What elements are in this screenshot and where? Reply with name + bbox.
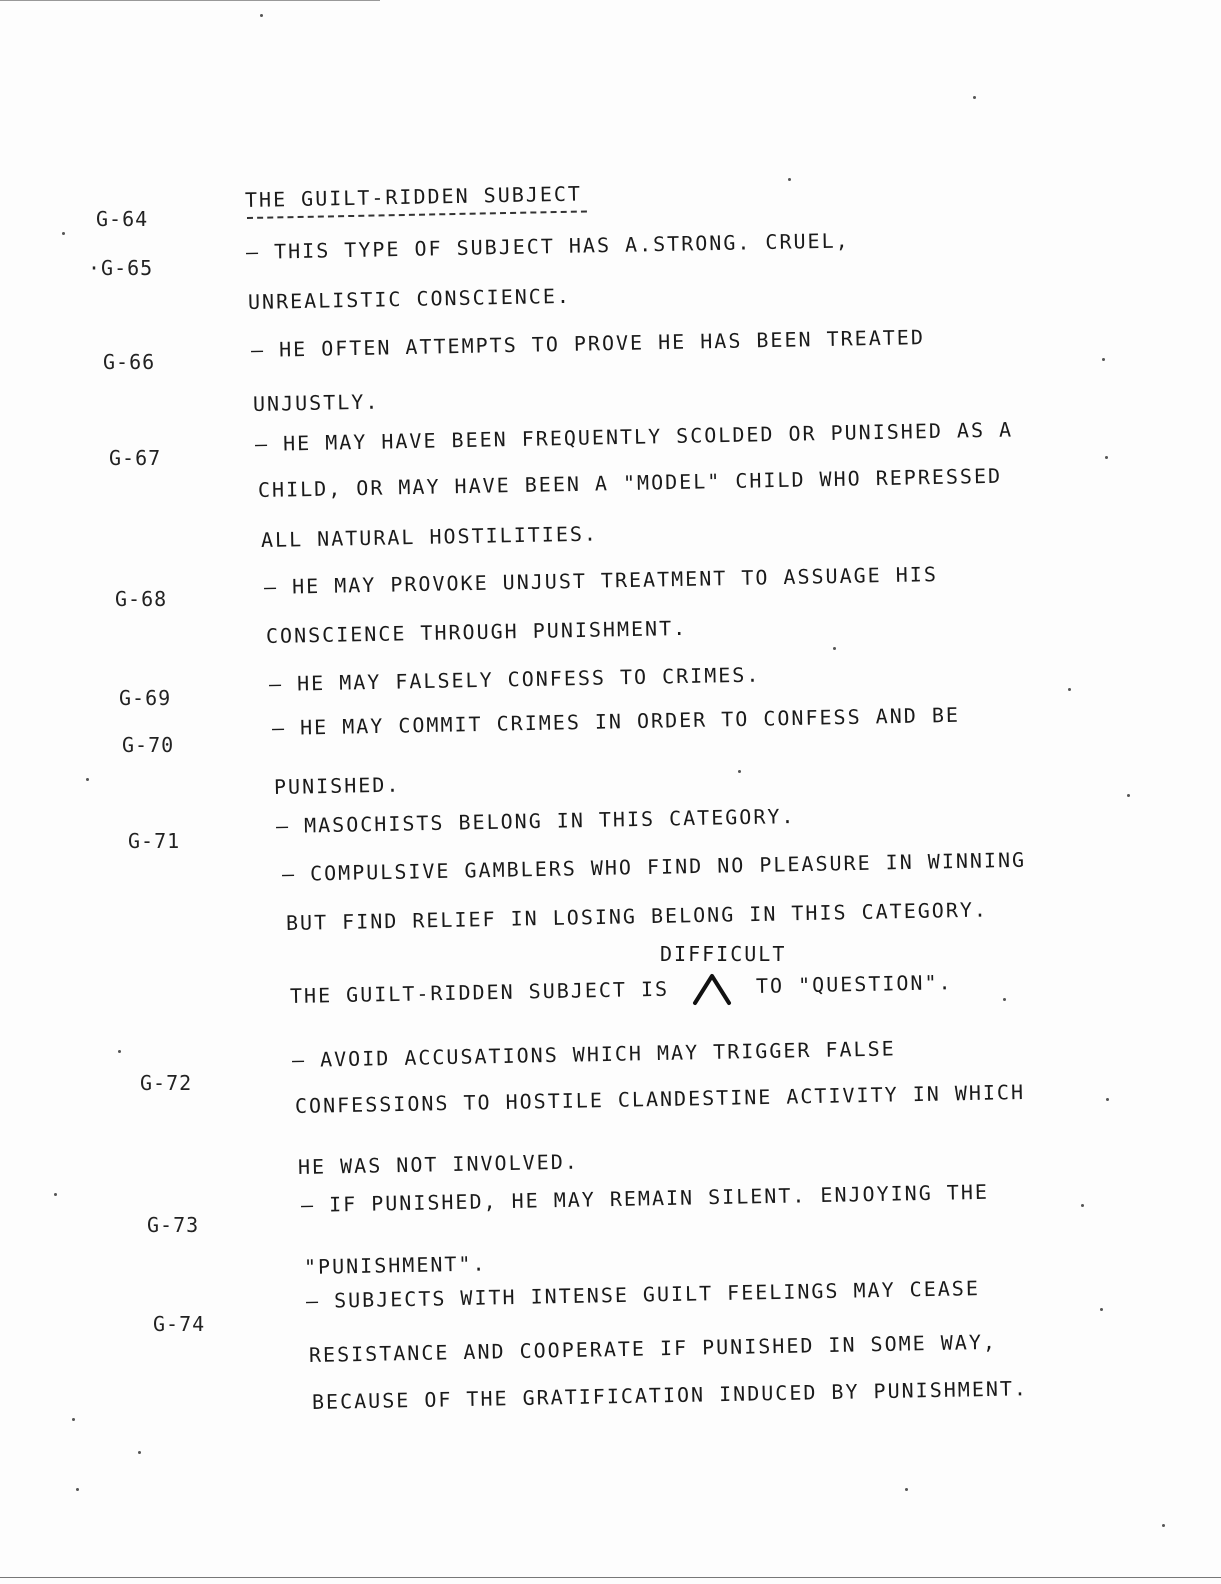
scan-speck	[1106, 1098, 1109, 1101]
scan-speck	[86, 778, 89, 781]
scan-speck	[260, 14, 263, 17]
code-g66: G-66	[103, 350, 156, 374]
text-line: ALL NATURAL HOSTILITIES.	[260, 521, 599, 552]
scan-speck	[76, 1488, 79, 1491]
document-title: THE GUILT-RIDDEN SUBJECT	[244, 181, 583, 212]
text-line: – IF PUNISHED, HE MAY REMAIN SILENT. ENJOYING THE	[300, 1179, 990, 1217]
code-g70: G-70	[122, 733, 175, 757]
code-g64: G-64	[96, 207, 149, 231]
text-line: – HE MAY COMMIT CRIMES IN ORDER TO CONFESS AND BE	[271, 702, 961, 740]
code-g67: G-67	[109, 446, 162, 470]
text-line: – HE MAY PROVOKE UNJUST TREATMENT TO ASSUAGE HIS	[263, 562, 939, 599]
insertion-after-text: TO "QUESTION".	[755, 970, 953, 998]
text-line: UNJUSTLY.	[252, 389, 380, 416]
code-g74: G-74	[153, 1312, 206, 1336]
scan-speck	[1068, 688, 1071, 691]
scan-speck	[1003, 998, 1006, 1001]
code-g65: ·G-65	[88, 256, 154, 280]
text-line: CHILD, OR MAY HAVE BEEN A "MODEL" CHILD WHO REPRESSED	[257, 463, 1003, 502]
scan-edge-top	[0, 0, 380, 1]
scan-speck	[1100, 1308, 1103, 1311]
code-g72: G-72	[140, 1071, 193, 1095]
text-line: CONFESSIONS TO HOSTILE CLANDESTINE ACTIVITY IN WHICH	[294, 1079, 1026, 1118]
text-line: – THIS TYPE OF SUBJECT HAS A.STRONG. CRUEL,	[245, 228, 850, 264]
scan-speck	[54, 1193, 57, 1196]
text-line: HE WAS NOT INVOLVED.	[297, 1149, 580, 1179]
text-line: "PUNISHMENT".	[303, 1251, 487, 1279]
code-g71: G-71	[128, 829, 181, 853]
text-line: – HE OFTEN ATTEMPTS TO PROVE HE HAS BEEN TREATED	[250, 325, 926, 362]
scan-speck	[1127, 794, 1130, 797]
insertion-before-text: THE GUILT-RIDDEN SUBJECT IS	[289, 976, 670, 1008]
code-g68: G-68	[115, 587, 168, 611]
insertion-word: DIFFICULT	[660, 942, 787, 966]
scan-speck	[138, 1451, 141, 1454]
scan-speck	[905, 1488, 908, 1491]
text-line: CONSCIENCE THROUGH PUNISHMENT.	[265, 615, 688, 648]
scan-speck	[973, 96, 976, 99]
scan-speck	[833, 647, 836, 650]
text-line: PUNISHED.	[273, 772, 401, 799]
scan-edge-bottom	[0, 1577, 1221, 1578]
code-g73: G-73	[147, 1213, 200, 1237]
scan-speck	[1081, 1204, 1084, 1207]
text-line: – AVOID ACCUSATIONS WHICH MAY TRIGGER FALSE	[291, 1036, 896, 1072]
code-g69: G-69	[119, 686, 172, 710]
scan-speck	[118, 1050, 121, 1053]
text-line: UNREALISTIC CONSCIENCE.	[247, 283, 572, 314]
scan-speck	[1162, 1524, 1165, 1527]
scan-speck	[1102, 358, 1105, 361]
text-line: – COMPULSIVE GAMBLERS WHO FIND NO PLEASURE IN WINNING	[281, 847, 1027, 886]
text-line: – HE MAY FALSELY CONFESS TO CRIMES.	[268, 662, 761, 696]
text-line: – HE MAY HAVE BEEN FREQUENTLY SCOLDED OR PUNISHED AS A	[254, 417, 1014, 456]
caret-icon	[692, 972, 732, 1006]
text-line: RESISTANCE AND COOPERATE IF PUNISHED IN SOME WAY,	[308, 1329, 998, 1367]
scan-speck	[738, 770, 741, 773]
scan-speck	[62, 232, 65, 235]
text-line: – SUBJECTS WITH INTENSE GUILT FEELINGS MAY CEASE	[305, 1276, 981, 1313]
scan-speck	[1105, 456, 1108, 459]
scan-speck	[72, 1418, 75, 1421]
text-line: – MASOCHISTS BELONG IN THIS CATEGORY.	[275, 804, 796, 838]
text-line: BUT FIND RELIEF IN LOSING BELONG IN THIS CATEGORY.	[285, 897, 989, 935]
text-line: BECAUSE OF THE GRATIFICATION INDUCED BY PUNISHMENT.	[311, 1376, 1029, 1414]
scan-speck	[788, 178, 791, 181]
title-underline	[247, 210, 587, 219]
